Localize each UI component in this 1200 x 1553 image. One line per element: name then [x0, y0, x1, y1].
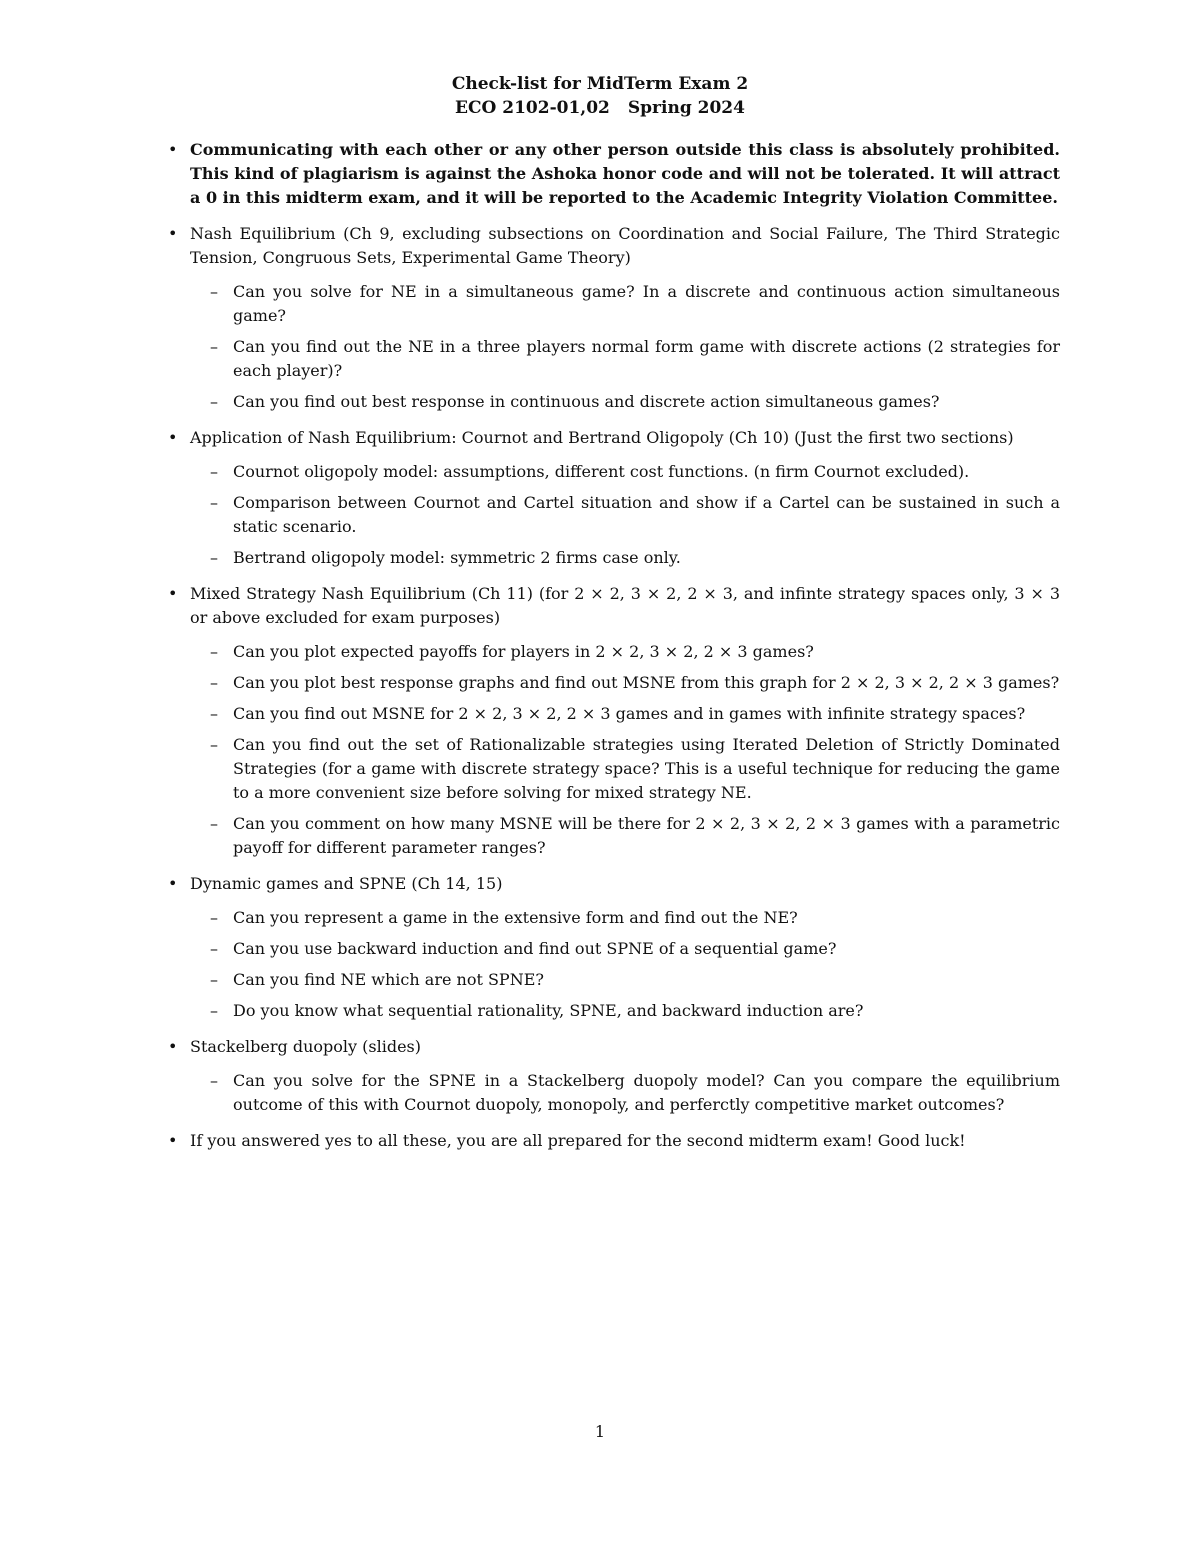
- sub-item-text: Can you solve for the SPNE in a Stackelberg duopoly model? Can you compare the equilibrium outcome of this with Cournot duopoly, monopoly, and perferctly competitive market outcomes?: [233, 1071, 1060, 1114]
- sub-item-text: Can you plot expected payoffs for players in 2 × 2, 3 × 2, 2 × 3 games?: [233, 642, 814, 661]
- checklist-item-text: Mixed Strategy Nash Equilibrium (Ch 11) (for 2 × 2, 3 × 2, 2 × 3, and infinte strategy spaces only, 3 × 3 or above excluded for exam purposes): [190, 584, 1060, 627]
- sub-item: [190, 906, 1060, 930]
- checklist-item: [168, 582, 1060, 860]
- checklist-item-text: Communicating with each other or any other person outside this class is absolutely prohibited. This kind of plagiarism is against the Ashoka honor code and will not be tolerated. It will attract a 0 in this midterm exam, and it will be reported to the Academic Integrity Violation Committee.: [190, 140, 1060, 207]
- dash-icon: –: [210, 642, 218, 661]
- bullet-icon: •: [168, 1131, 178, 1150]
- dash-icon: –: [210, 814, 218, 833]
- checklist-item-text: Dynamic games and SPNE (Ch 14, 15): [190, 874, 503, 893]
- course-line: [0, 96, 1200, 120]
- dash-icon: –: [210, 493, 218, 512]
- dash-icon: –: [210, 282, 218, 301]
- checklist-item: [168, 222, 1060, 414]
- document-title: [0, 72, 1200, 120]
- dash-icon: –: [210, 704, 218, 723]
- dash-icon: –: [210, 1001, 218, 1020]
- term: Spring 2024: [627, 98, 745, 118]
- sub-item: [190, 671, 1060, 695]
- sub-item: [190, 968, 1060, 992]
- bullet-icon: •: [168, 874, 178, 893]
- sub-item: [190, 460, 1060, 484]
- checklist-item: [168, 138, 1060, 210]
- sub-item: [190, 280, 1060, 328]
- dash-icon: –: [210, 939, 218, 958]
- checklist: [168, 138, 1060, 1165]
- page-number: 1: [594, 1422, 606, 1441]
- checklist-item-text: Stackelberg duopoly (slides): [190, 1037, 422, 1056]
- dash-icon: –: [210, 548, 218, 567]
- sub-item: [190, 733, 1060, 805]
- checklist-item: [168, 1129, 1060, 1153]
- checklist-item: [168, 872, 1060, 1023]
- sub-item-text: Can you find NE which are not SPNE?: [233, 970, 544, 989]
- sub-item-text: Can you use backward induction and find out SPNE of a sequential game?: [233, 939, 837, 958]
- sub-list: [190, 280, 1060, 414]
- bullet-icon: •: [168, 584, 178, 603]
- checklist-item-text: If you answered yes to all these, you are all prepared for the second midterm exam! Good luck!: [190, 1131, 966, 1150]
- title-line: Check-list for MidTerm Exam 2: [451, 74, 749, 94]
- dash-icon: –: [210, 337, 218, 356]
- dash-icon: –: [210, 1071, 218, 1090]
- sub-item-text: Can you find out the NE in a three players normal form game with discrete actions (2 strategies for each player)?: [233, 337, 1060, 380]
- sub-item: [190, 491, 1060, 539]
- sub-list: [190, 1069, 1060, 1117]
- sub-item-text: Do you know what sequential rationality, SPNE, and backward induction are?: [233, 1001, 864, 1020]
- sub-item: [190, 546, 1060, 570]
- sub-item-text: Can you plot best response graphs and find out MSNE from this graph for 2 × 2, 3 × 2, 2 × 3 games?: [233, 673, 1060, 692]
- checklist-item: [168, 1035, 1060, 1117]
- sub-item: [190, 999, 1060, 1023]
- checklist-item-text: Application of Nash Equilibrium: Cournot and Bertrand Oligopoly (Ch 10) (Just the first two sections): [190, 428, 1014, 447]
- dash-icon: –: [210, 908, 218, 927]
- sub-item-text: Can you comment on how many MSNE will be there for 2 × 2, 3 × 2, 2 × 3 games with a parametric payoff for different parameter ranges?: [233, 814, 1060, 857]
- sub-item: [190, 335, 1060, 383]
- sub-item: [190, 1069, 1060, 1117]
- sub-item: [190, 640, 1060, 664]
- sub-item-text: Can you find out the set of Rationalizable strategies using Iterated Deletion of Strictly Dominated Strategies (for a game with discrete strategy space? This is a useful technique for reducing the game to a more convenient size before solving for mixed strategy NE.: [233, 735, 1060, 802]
- checklist-item: [168, 426, 1060, 570]
- checklist-item-text: Nash Equilibrium (Ch 9, excluding subsections on Coordination and Social Failure, The Third Strategic Tension, Congruous Sets, Experimental Game Theory): [190, 224, 1060, 267]
- bullet-icon: •: [168, 140, 178, 159]
- sub-item-text: Can you find out MSNE for 2 × 2, 3 × 2, 2 × 3 games and in games with infinite strategy spaces?: [233, 704, 1026, 723]
- sub-list: [190, 906, 1060, 1023]
- sub-list: [190, 460, 1060, 570]
- dash-icon: –: [210, 392, 218, 411]
- course-code: ECO 2102-01,02: [455, 98, 610, 118]
- sub-item-text: Can you find out best response in continuous and discrete action simultaneous games?: [233, 392, 940, 411]
- bullet-icon: •: [168, 428, 178, 447]
- sub-item-text: Can you represent a game in the extensive form and find out the NE?: [233, 908, 798, 927]
- sub-item: [190, 390, 1060, 414]
- dash-icon: –: [210, 462, 218, 481]
- sub-item-text: Bertrand oligopoly model: symmetric 2 firms case only.: [233, 548, 681, 567]
- dash-icon: –: [210, 735, 218, 754]
- dash-icon: –: [210, 673, 218, 692]
- sub-item-text: Comparison between Cournot and Cartel situation and show if a Cartel can be sustained in such a static scenario.: [233, 493, 1060, 536]
- dash-icon: –: [210, 970, 218, 989]
- sub-item: [190, 702, 1060, 726]
- bullet-icon: •: [168, 224, 178, 243]
- sub-list: [190, 640, 1060, 860]
- sub-item-text: Can you solve for NE in a simultaneous game? In a discrete and continuous action simultaneous game?: [233, 282, 1060, 325]
- sub-item: [190, 812, 1060, 860]
- sub-item: [190, 937, 1060, 961]
- sub-item-text: Cournot oligopoly model: assumptions, different cost functions. (n firm Cournot excluded).: [233, 462, 970, 481]
- bullet-icon: •: [168, 1037, 178, 1056]
